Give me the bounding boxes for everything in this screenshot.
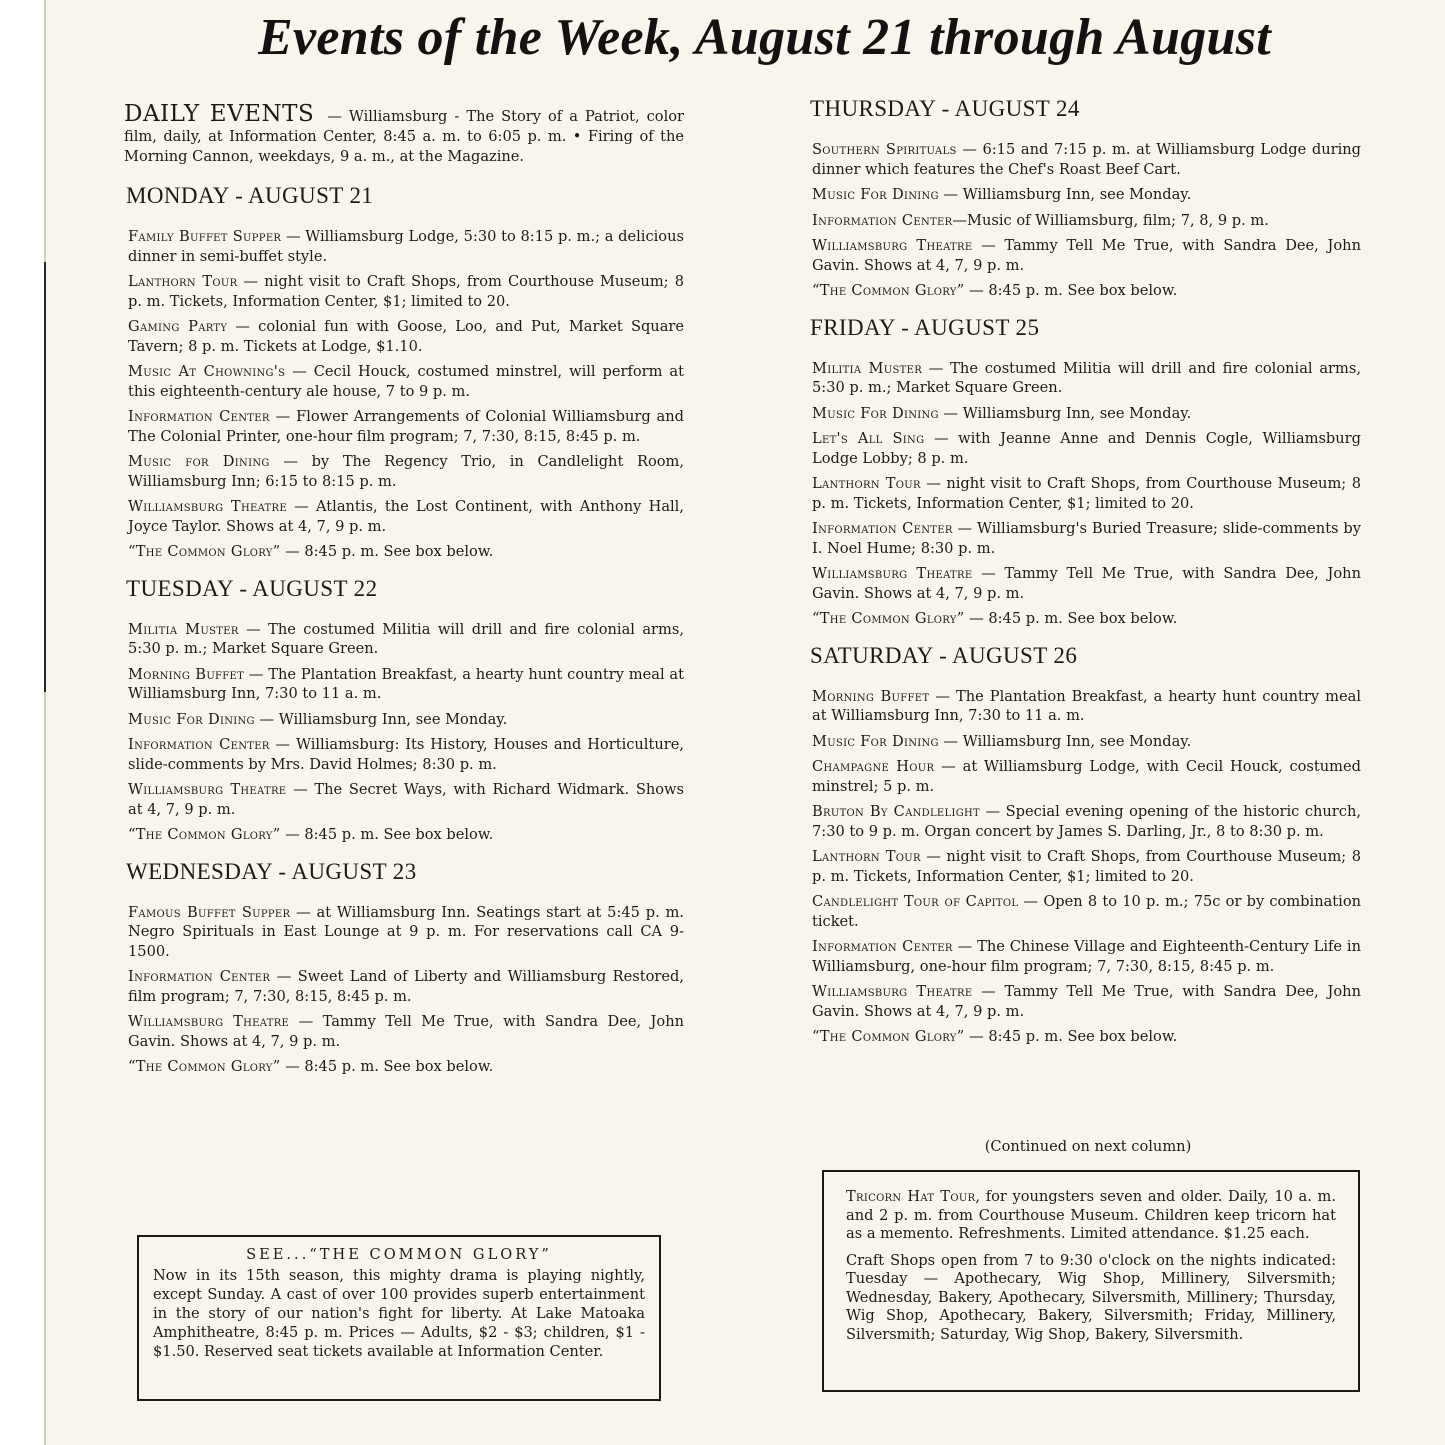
event-name: Candlelight Tour of Capitol (812, 893, 1019, 910)
event-text: — Flower Arrangements of Colonial Williamsburg and The Colonial Printer, one-hour film program; 7, 7:30, 8:15, 8:45 p. m. (128, 408, 684, 445)
event-name: Music For Dining (812, 732, 939, 750)
continued-note: (Continued on next column) (984, 1138, 1192, 1155)
event-text: — The Plantation Breakfast, a hearty hunt country meal at Williamsburg Inn, 7:30 to 11 a. m. (812, 687, 1361, 724)
event-item (812, 802, 1361, 841)
event-name: Famous Buffet Supper (128, 903, 291, 921)
event-text: — The costumed Militia will drill and fire colonial arms, 5:30 p. m.; Market Square Green. (812, 359, 1361, 396)
event-text: — Atlantis, the Lost Continent, with Anthony Hall, Joyce Taylor. Shows at 4, 7, 9 p. m. (128, 498, 684, 535)
event-name: Information Center (128, 968, 271, 985)
tricorn-name: Tricorn Hat Tour (846, 1188, 976, 1205)
event-item (812, 140, 1361, 179)
event-name: Let's All Sing (812, 430, 925, 447)
event-text: — The Secret Ways, with Richard Widmark. Shows at 4, 7, 9 p. m. (128, 781, 684, 818)
event-text: — Williamsburg's Buried Treasure; slide-comments by I. Noel Hume; 8:30 p. m. (812, 520, 1361, 557)
daily-events-text: — Williamsburg - The Story of a Patriot, color film, daily, at Information Center, 8:45 a. m. to 6:05 p. m. • Firing of the Morning Cannon, weekdays, 9 a. m., at the Magazine. (124, 108, 685, 165)
day-heading: SATURDAY - AUGUST 26 (810, 642, 1078, 668)
right-column (808, 96, 1361, 1053)
day-wednesday (124, 859, 684, 1077)
event-text: — 8:45 p. m. See box below. (964, 610, 1178, 627)
event-text: — The Plantation Breakfast, a hearty hunt country meal at Williamsburg Inn, 7:30 to 11 a. m. (128, 665, 684, 702)
event-text: — Williamsburg Lodge, 5:30 to 8:15 p. m.; a delicious dinner in semi-buffet style. (128, 228, 684, 265)
event-name: Williamsburg Theatre (128, 1013, 290, 1030)
day-monday (124, 183, 684, 562)
event-item (128, 903, 684, 962)
event-item (128, 407, 684, 446)
tricorn-text: , for youngsters seven and older. Daily, 10 a. m. and 2 p. m. from Courthouse Museum. Children keep tricorn hat as a memento. Refreshments. Limited attendance. $1.25 each. (846, 1188, 1336, 1242)
event-item (128, 227, 684, 266)
event-item (812, 687, 1361, 726)
event-name: Music For Dining (128, 710, 255, 728)
event-name: Information Center (812, 938, 953, 955)
common-glory-box-text: Now in its 15th season, this mighty drama is playing nightly, except Sunday. A cast of over 100 provides superb entertainment in the story of our nation's fight for liberty. At Lake Matoaka Amphitheatre, 8:45 p. m. Prices — Adults, $2 - $3; children, $1 - $1.50. Reserved seat tickets available at Information Center. (153, 1267, 645, 1360)
event-item (812, 1027, 1361, 1047)
event-item (812, 359, 1361, 398)
event-name: Morning Buffet (812, 687, 930, 705)
event-text: — night visit to Craft Shops, from Courthouse Museum; 8 p. m. Tickets, Information Center, $1; limited to 20. (812, 475, 1361, 512)
event-item (128, 362, 684, 401)
event-name: Information Center (128, 408, 270, 425)
event-text: — night visit to Craft Shops, from Courthouse Museum; 8 p. m. Tickets, Information Center, $1; limited to 20. (128, 273, 684, 310)
event-item (128, 710, 684, 730)
common-glory-box-title: SEE...“THE COMMON GLORY” (246, 1246, 552, 1263)
event-name: Information Center (128, 736, 270, 753)
event-name: “The Common Glory” (812, 610, 965, 627)
event-item (812, 211, 1361, 231)
event-text: — Cecil Houck, costumed minstrel, will perform at this eighteenth-century ale house, 7 to 9 p. m. (128, 363, 684, 400)
event-item (812, 281, 1361, 301)
left-column (124, 101, 685, 1083)
event-name: Information Center (812, 520, 953, 537)
event-name: Lanthorn Tour (812, 848, 921, 865)
event-item (128, 665, 684, 704)
event-name: Music For Dining (812, 186, 939, 203)
event-name: Williamsburg Theatre (812, 565, 973, 582)
event-item (812, 185, 1361, 205)
event-item (812, 429, 1361, 468)
event-item (128, 1012, 684, 1051)
day-heading: TUESDAY - AUGUST 22 (126, 575, 378, 601)
event-item (812, 757, 1361, 796)
day-saturday (808, 643, 1361, 1047)
event-item (128, 272, 684, 311)
day-heading: MONDAY - AUGUST 21 (126, 183, 374, 208)
event-name: Lanthorn Tour (128, 273, 238, 290)
event-text: — by The Regency Trio, in Candlelight Room, Williamsburg Inn; 6:15 to 8:15 p. m. (128, 453, 685, 490)
day-thursday (808, 96, 1361, 301)
event-item (128, 620, 684, 659)
event-name: Music At Chowning's (128, 363, 286, 380)
event-item (812, 609, 1361, 629)
event-item (812, 937, 1361, 976)
event-text: — 8:45 p. m. See box below. (280, 543, 494, 560)
event-text: — 6:15 and 7:15 p. m. at Williamsburg Lodge during dinner which features the Chef's Roast Beef Cart. (812, 141, 1361, 178)
event-text: — Special evening opening of the historic church, 7:30 to 9 p. m. Organ concert by James S. Darling, Jr., 8 to 8:30 p. m. (812, 803, 1361, 840)
event-text: — Williamsburg: Its History, Houses and Horticulture, slide-comments by Mrs. David Holmes; 8:30 p. m. (128, 736, 684, 773)
event-text: — 8:45 p. m. See box below. (964, 1028, 1178, 1045)
event-text: — Open 8 to 10 p. m.; 75c or by combination ticket. (812, 893, 1362, 930)
event-text: — Williamsburg Inn, see Monday. (938, 732, 1192, 750)
event-item (812, 404, 1361, 424)
daily-events-heading: DAILY EVENTS (124, 101, 315, 127)
day-friday (808, 315, 1361, 629)
event-item (128, 497, 684, 536)
event-item (128, 452, 684, 491)
event-name: “The Common Glory” (812, 282, 965, 299)
event-name: Militia Muster (812, 359, 923, 377)
event-name: Music for Dining (128, 453, 270, 470)
event-item (812, 847, 1361, 886)
event-text: — at Williamsburg Lodge, with Cecil Houck, costumed minstrel; 5 p. m. (812, 758, 1361, 795)
tricorn-paragraph (846, 1188, 1336, 1244)
event-name: Williamsburg Theatre (128, 498, 287, 515)
event-text: — Tammy Tell Me True, with Sandra Dee, John Gavin. Shows at 4, 7, 9 p. m. (128, 1013, 684, 1050)
event-name: “The Common Glory” (128, 543, 281, 560)
event-name: Bruton By Candlelight (812, 803, 981, 820)
event-text: — Sweet Land of Liberty and Williamsburg Restored, film program; 7, 7:30, 8:15, 8:45 p. m. (128, 968, 684, 1005)
event-item (128, 542, 684, 562)
event-name: Family Buffet Supper (128, 228, 282, 245)
event-item (812, 982, 1361, 1021)
craft-shops-paragraph: Craft Shops open from 7 to 9:30 o'clock on the nights indicated: Tuesday — Apothecary, Wig Shop, Millinery, Silversmith; Wednesday, Bakery, Apothecary, Silversmith, Millinery; Thursday, Wig Shop, Apothecary, Bakery, Silversmith; Friday, Millinery, Silversmith; Saturday, Wig Shop, Bakery, Silversmith. (846, 1251, 1336, 1343)
event-text: — Williamsburg Inn, see Monday. (938, 186, 1192, 203)
event-name: Militia Muster (128, 620, 239, 638)
event-name: Music For Dining (812, 404, 939, 422)
common-glory-box (137, 1235, 661, 1401)
event-text: — 8:45 p. m. See box below. (280, 1058, 494, 1075)
event-text: — 8:45 p. m. See box below. (964, 282, 1178, 299)
event-item (812, 732, 1361, 752)
day-heading: THURSDAY - AUGUST 24 (810, 96, 1080, 121)
day-heading: WEDNESDAY - AUGUST 23 (126, 858, 417, 884)
event-item (128, 825, 684, 845)
event-text: — at Williamsburg Inn. Seatings start at 5:45 p. m. Negro Spirituals in East Lounge at 9 p. m. For reservations call CA 9-1500. (128, 903, 684, 960)
event-item (812, 236, 1361, 275)
event-text: — The Chinese Village and Eighteenth-Century Life in Williamsburg, one-hour film program; 7, 7:30, 8:15, 8:45 p. m. (812, 938, 1362, 975)
event-name: “The Common Glory” (128, 1058, 281, 1075)
event-item (812, 519, 1361, 558)
event-text: —Music of Williamsburg, film; 7, 8, 9 p. m. (952, 211, 1269, 229)
event-name: Williamsburg Theatre (812, 237, 973, 254)
event-name: Southern Spirituals (812, 141, 957, 158)
event-item (812, 892, 1361, 931)
day-tuesday (124, 576, 684, 845)
event-text: — The costumed Militia will drill and fire colonial arms, 5:30 p. m.; Market Square Green. (128, 620, 684, 657)
event-text: — Tammy Tell Me True, with Sandra Dee, John Gavin. Shows at 4, 7, 9 p. m. (812, 237, 1361, 274)
event-text: — night visit to Craft Shops, from Courthouse Museum; 8 p. m. Tickets, Information Center, $1; limited to 20. (812, 848, 1361, 885)
event-text: — Williamsburg Inn, see Monday. (938, 404, 1192, 422)
event-text: — with Jeanne Anne and Dennis Cogle, Williamsburg Lodge Lobby; 8 p. m. (812, 430, 1361, 467)
event-name: Gaming Party (128, 318, 228, 335)
event-text: — Tammy Tell Me True, with Sandra Dee, John Gavin. Shows at 4, 7, 9 p. m. (812, 565, 1361, 602)
daily-events (124, 101, 685, 167)
event-name: Williamsburg Theatre (128, 781, 287, 798)
event-item (812, 564, 1361, 603)
day-heading: FRIDAY - AUGUST 25 (810, 314, 1040, 340)
event-name: Champagne Hour (812, 758, 935, 775)
event-name: “The Common Glory” (812, 1028, 965, 1045)
event-item (128, 967, 684, 1006)
event-name: Lanthorn Tour (812, 475, 921, 492)
event-item (128, 1057, 684, 1077)
event-item (128, 780, 684, 819)
event-text: — 8:45 p. m. See box below. (280, 826, 494, 843)
event-item (812, 474, 1361, 513)
event-item (128, 735, 684, 774)
event-text: — colonial fun with Goose, Loo, and Put, Market Square Tavern; 8 p. m. Tickets at Lodge, $1.10. (128, 318, 685, 355)
event-item (128, 317, 684, 356)
event-name: Morning Buffet (128, 665, 245, 683)
event-name: Williamsburg Theatre (812, 983, 973, 1000)
event-name: “The Common Glory” (128, 826, 281, 843)
tricorn-box (822, 1170, 1360, 1392)
event-text: — Tammy Tell Me True, with Sandra Dee, John Gavin. Shows at 4, 7, 9 p. m. (812, 983, 1361, 1020)
event-name: Information Center (812, 211, 953, 229)
event-text: — Williamsburg Inn, see Monday. (254, 710, 508, 728)
page-title: Events of the Week, August 21 through August (258, 9, 1272, 66)
